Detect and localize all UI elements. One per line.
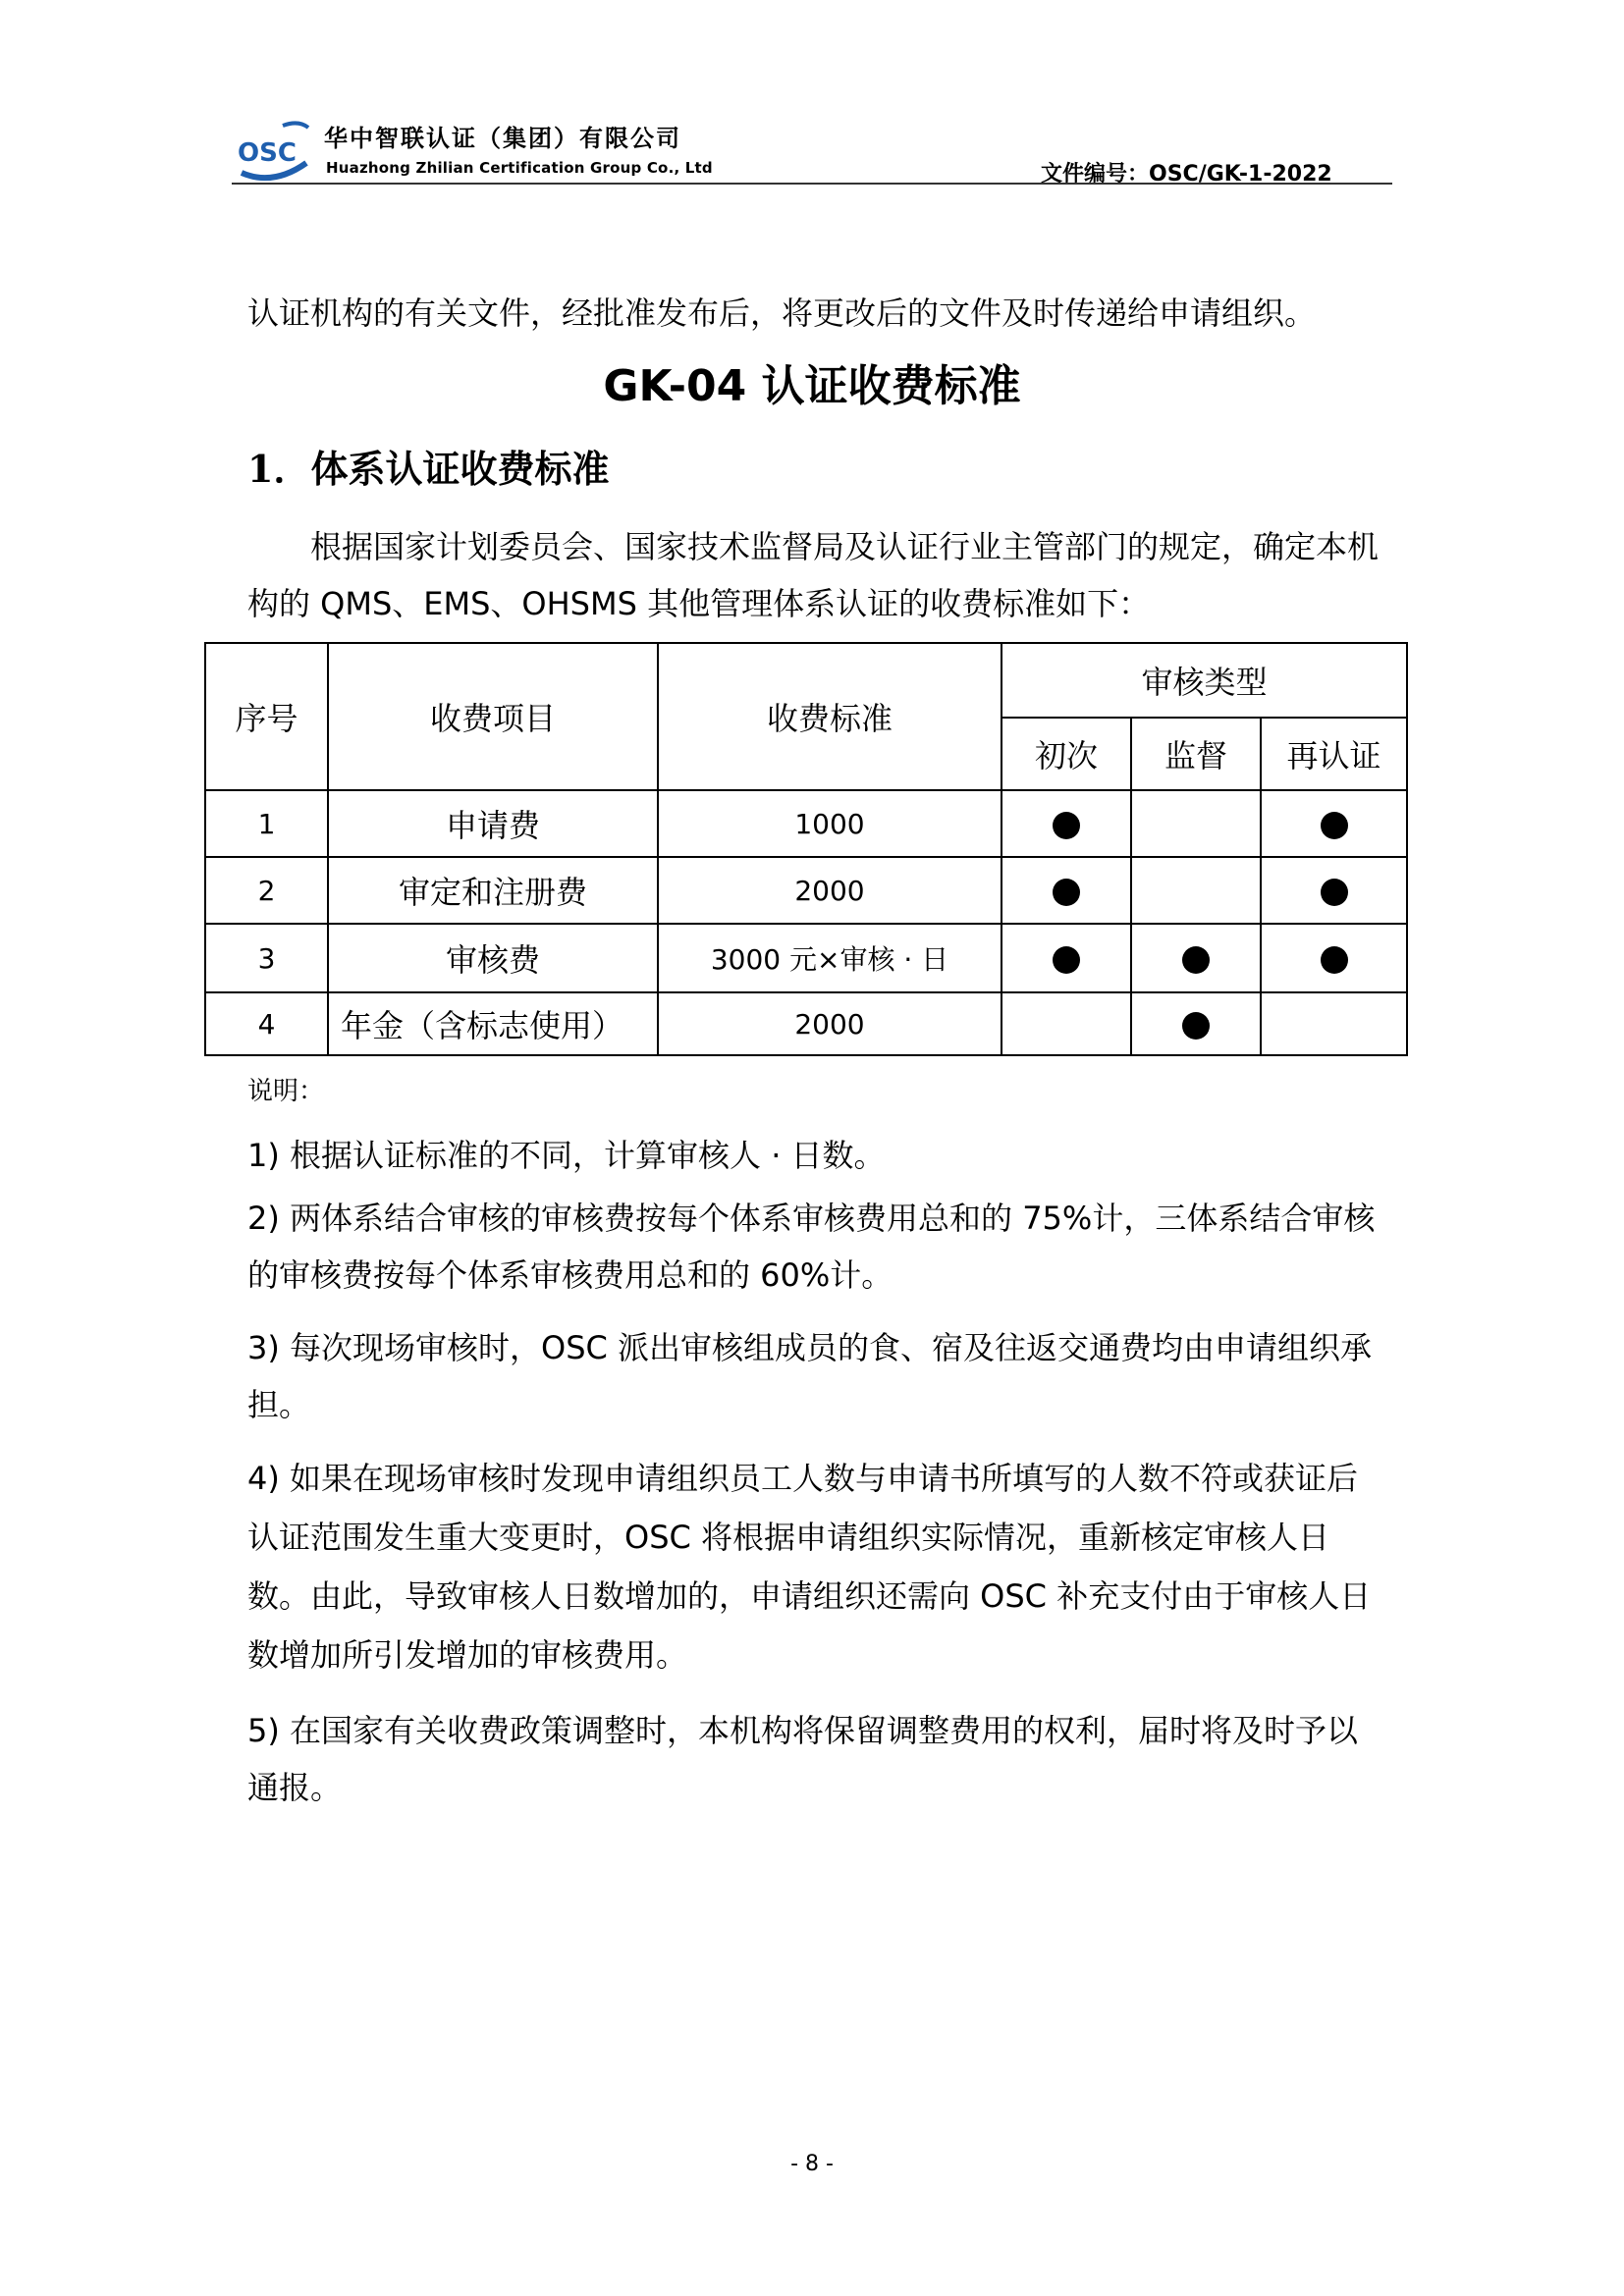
company-logo xyxy=(234,118,312,185)
header-divider xyxy=(232,183,1392,185)
cell-recert xyxy=(1261,857,1407,924)
cell-recert xyxy=(1261,992,1407,1055)
note-item: 5) 在国家有关收费政策调整时，本机构将保留调整费用的权利，届时将及时予以通报。 xyxy=(247,1712,1359,1806)
cell-initial xyxy=(1001,857,1131,924)
cell-seq: 3 xyxy=(205,924,328,992)
note-item: 4) 如果在现场审核时发现申请组织员工人数与申请书所填写的人数不符或获证后认证范围发生重大变更时，OSC 将根据申请组织实际情况，重新核定审核人日 数。由此，导致审核人日数增加的，申请组织还需向 OSC 补充支付由于审核人日 数增加所引发增加的审核费用。 xyxy=(247,1460,1372,1674)
cell-initial xyxy=(1001,924,1131,992)
cell-seq: 2 xyxy=(205,857,328,924)
note-item: 2) 两体系结合审核的审核费按每个体系审核费用总和的 75%计，三体系结合审核的审核费按每个体系审核费用总和的 60%计。 xyxy=(247,1200,1376,1294)
cell-standard: 2000 xyxy=(658,992,1001,1055)
table-row xyxy=(205,790,1407,857)
header-surveillance: 监督 xyxy=(1131,718,1261,790)
header-item: 收费项目 xyxy=(328,643,658,790)
company-name-en: Huazhong Zhilian Certification Group Co., Ltd xyxy=(326,159,713,177)
cell-recert xyxy=(1261,924,1407,992)
cell-standard: 1000 xyxy=(658,790,1001,857)
notes-label: 说明： xyxy=(247,1077,325,1106)
continued-paragraph: 认证机构的有关文件，经批准发布后，将更改后的文件及时传递给申请组织。 xyxy=(247,294,1317,332)
cell-item: 审核费 xyxy=(328,924,658,992)
note-item: 1) 根据认证标准的不同，计算审核人 · 日数。 xyxy=(247,1137,886,1174)
document-title: GK-04 认证收费标准 xyxy=(603,361,1021,411)
note-item: 3) 每次现场审核时，OSC 派出审核组成员的食、宿及往返交通费均由申请组织承担。 xyxy=(247,1329,1373,1423)
cell-surveillance xyxy=(1131,924,1261,992)
check-dot-icon xyxy=(1053,946,1080,974)
header-recert: 再认证 xyxy=(1261,718,1407,790)
table-header-row xyxy=(205,643,1407,718)
company-name-cn: 华中智联认证（集团）有限公司 xyxy=(324,125,681,152)
header-initial: 初次 xyxy=(1001,718,1131,790)
cell-surveillance xyxy=(1131,790,1261,857)
osc-logo-icon xyxy=(234,118,312,185)
check-dot-icon xyxy=(1053,812,1080,839)
page-number: - 8 - xyxy=(790,2152,834,2176)
header-seq: 序号 xyxy=(205,643,328,790)
header-standard: 收费标准 xyxy=(658,643,1001,790)
cell-surveillance xyxy=(1131,857,1261,924)
cell-surveillance xyxy=(1131,992,1261,1055)
cell-item: 审定和注册费 xyxy=(328,857,658,924)
header-audit-type: 审核类型 xyxy=(1001,643,1407,718)
cell-seq: 4 xyxy=(205,992,328,1055)
check-dot-icon xyxy=(1321,879,1348,906)
logo-text: OSC xyxy=(238,138,297,168)
document-number: 文件编号：OSC/GK-1-2022 xyxy=(1041,162,1332,187)
table-row xyxy=(205,992,1407,1055)
check-dot-icon xyxy=(1053,879,1080,906)
cell-standard: 3000 元×审核 · 日 xyxy=(658,924,1001,992)
table-row xyxy=(205,857,1407,924)
cell-recert xyxy=(1261,790,1407,857)
check-dot-icon xyxy=(1321,812,1348,839)
cell-initial xyxy=(1001,992,1131,1055)
intro-paragraph: 根据国家计划委员会、国家技术监督局及认证行业主管部门的规定，确定本机构的 QMS、EMS、OHSMS 其他管理体系认证的收费标准如下： xyxy=(247,528,1380,622)
check-dot-icon xyxy=(1321,946,1348,974)
cell-seq: 1 xyxy=(205,790,328,857)
cell-item: 申请费 xyxy=(328,790,658,857)
fee-table xyxy=(204,642,1408,1056)
table-row xyxy=(205,924,1407,992)
cell-item: 年金（含标志使用） xyxy=(328,992,658,1055)
section-title: 1．体系认证收费标准 xyxy=(247,447,610,491)
check-dot-icon xyxy=(1182,946,1210,974)
cell-initial xyxy=(1001,790,1131,857)
cell-standard: 2000 xyxy=(658,857,1001,924)
check-dot-icon xyxy=(1182,1012,1210,1040)
